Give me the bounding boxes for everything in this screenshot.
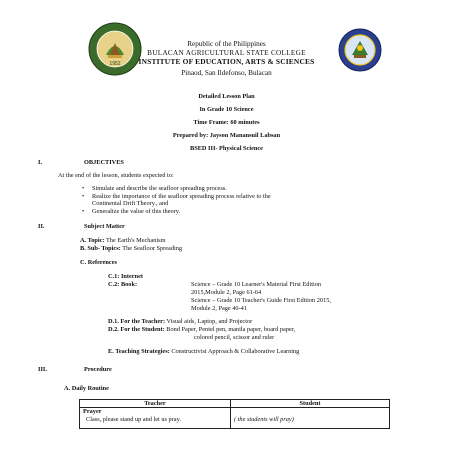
strategies-line [108,348,299,356]
student-response: ( the students will pray) [234,415,294,423]
prepared-by-line: Prepared by: Jayson Manansuil Labsan [172,132,281,139]
teacher-column-header: Teacher [80,400,231,408]
section-number: II. [38,223,45,230]
college-name: BULACAN AGRICULTURAL STATE COLLEGE [147,49,306,57]
book-ref-line: Module 2, Page 40-41 [191,305,247,312]
topic-line [80,237,166,245]
list-item: • Simulate and describe the seafloor spreading process. [80,185,271,193]
objectives-intro: At the end of the lesson, students expected to: [58,172,174,179]
topic-label: A. Topic: [80,237,105,244]
strategies-label: E. Teaching Strategies: [108,348,170,355]
references-heading: C. References [80,259,117,266]
student-column-header: Student [231,400,390,408]
student-cell [231,408,390,429]
document-title: Detailed Lesson Plan [198,93,255,100]
section-number: III. [38,366,47,373]
table-header-row [80,400,390,408]
list-item: • Generalize the value of this theory. [80,208,271,216]
teacher-materials-value: Visual aids, Laptop, and Projector [165,318,253,325]
time-frame-line: Time Frame: 60 minutes [193,119,260,126]
student-materials-line [108,326,295,334]
strategies-value: Constructivist Approach & Collaborative Learning [169,348,300,355]
seal-year-text: 1952 [109,61,121,67]
objectives-heading: OBJECTIVES [84,159,124,166]
course-line: BSED III- Physical Science [190,145,263,152]
list-item: • Realize the importance of the seafloor spreading process relative to the [80,193,271,201]
teacher-materials-line [108,318,252,326]
subtopic-line [80,245,182,253]
teacher-cell [80,408,231,429]
institute-name: INSTITUTE OF EDUCATION, ARTS & SCIENCES [138,57,315,66]
objectives-list [80,185,271,215]
daily-routine-heading: A. Daily Routine [64,385,109,392]
subtopic-value: The Seafloor Spreading [120,245,183,252]
student-materials-continuation: colored pencil, scissor and ruler [194,334,275,341]
subject-heading: Subject Matter [84,223,125,230]
book-ref-line: 2015,Module 2, Page 61-64 [191,289,262,296]
student-materials-value: Bond Paper, Pentel pen, manila paper, board paper, [164,326,296,333]
book-ref-line: Science – Grade 10 Learner's Material First Edition [191,281,322,288]
topic-value: The Earth's Mechanism [104,237,166,244]
procedure-heading: Procedure [84,366,112,373]
republic-line: Republic of the Philippines [187,40,266,48]
subtopic-label: B. Sub- Topics: [80,245,121,252]
prayer-title: Prayer [83,408,102,415]
internet-ref-label: C.1: Internet [108,273,143,280]
teacher-instruction: Class, please stand up and let us pray. [86,415,181,423]
daily-routine-table [79,399,390,429]
book-ref-label: C.2: Book: [108,281,138,288]
grade-line: In Grade 10 Science [199,106,254,113]
teacher-materials-label: D.1. For the Teacher: [108,318,166,325]
table-row [80,408,390,429]
book-ref-line: Science – Grade 10 Teacher's Guide First Edition 2015, [191,297,331,304]
section-number: I. [38,159,43,166]
list-item-continuation: Continental Drift Theory., and [92,200,169,207]
address-line: Pinaod, San Ildefonso, Bulacan [181,69,272,77]
student-materials-label: D.2. For the Student: [108,326,165,333]
